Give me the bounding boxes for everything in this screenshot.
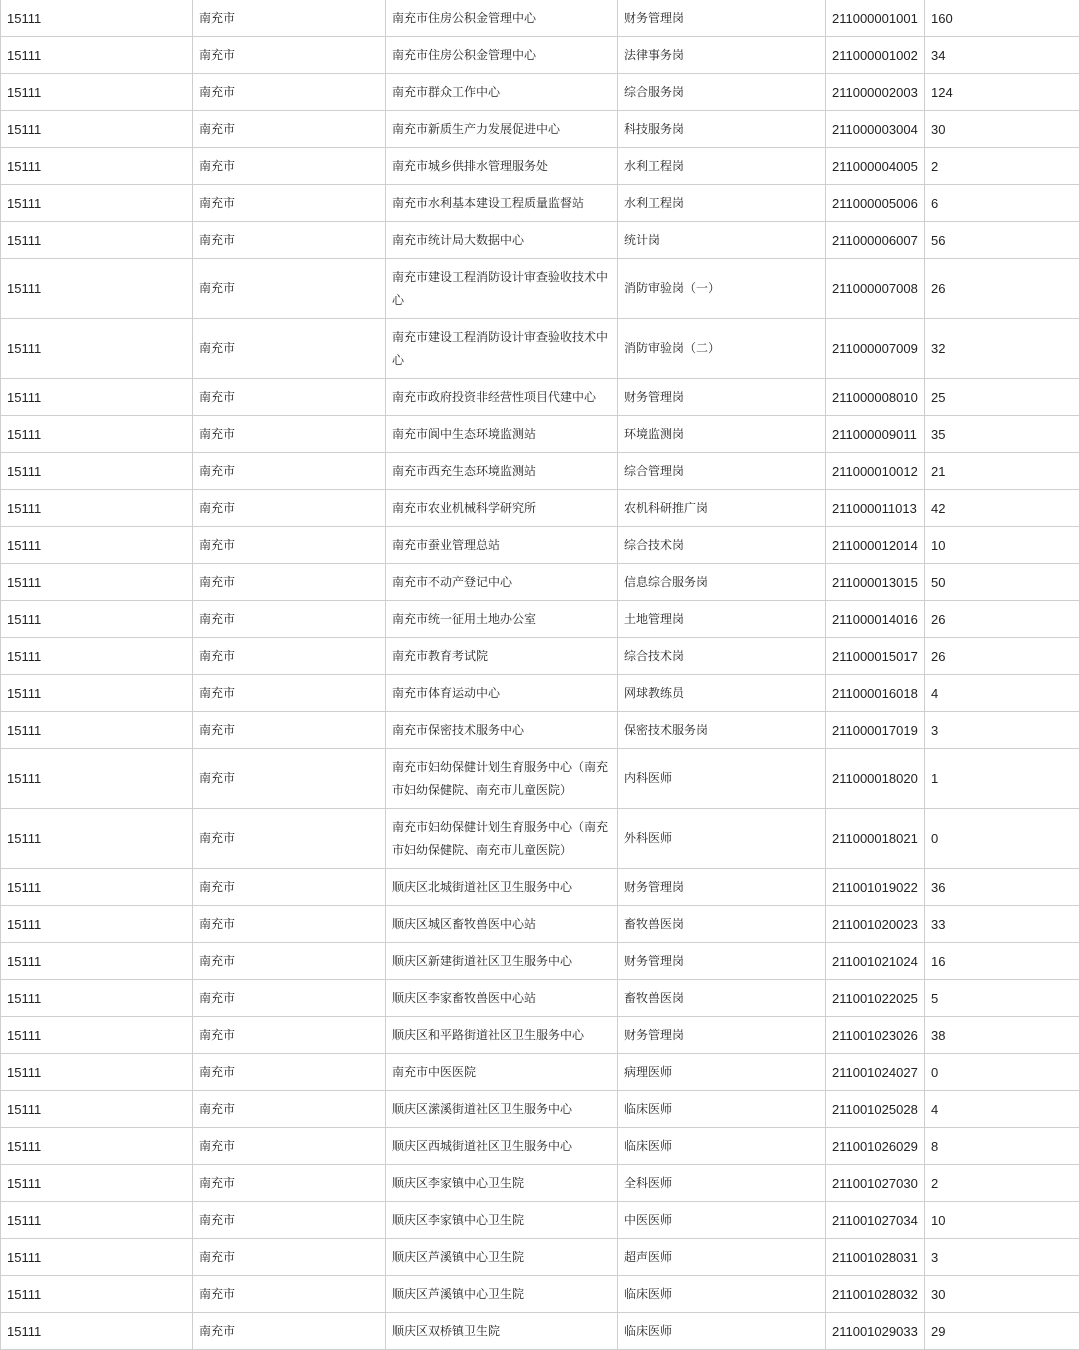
position-name-cell: 财务管理岗 [618,379,826,416]
city-cell: 南充市 [193,259,386,319]
position-code-cell: 211000015017 [826,638,925,675]
applicant-count-cell: 30 [925,111,1080,148]
applicant-count-cell: 2 [925,1165,1080,1202]
position-name-cell: 综合技术岗 [618,527,826,564]
applicant-count-cell: 6 [925,185,1080,222]
applicant-count-cell: 3 [925,712,1080,749]
table-row [1,1313,1080,1350]
city-cell: 南充市 [193,319,386,379]
position-name-cell: 科技服务岗 [618,111,826,148]
position-name-cell: 临床医师 [618,1313,826,1350]
position-code-cell: 211001024027 [826,1054,925,1091]
position-code-cell: 211000002003 [826,74,925,111]
unit-name-cell: 顺庆区和平路街道社区卫生服务中心 [386,1017,618,1054]
city-cell: 南充市 [193,148,386,185]
table-row [1,809,1080,869]
position-code-cell: 211001019022 [826,869,925,906]
exam-code-cell: 15111 [1,1202,193,1239]
table-row [1,749,1080,809]
unit-name-cell: 顺庆区芦溪镇中心卫生院 [386,1239,618,1276]
position-code-cell: 211001022025 [826,980,925,1017]
position-name-cell: 财务管理岗 [618,1017,826,1054]
city-cell: 南充市 [193,1202,386,1239]
applicant-count-cell: 29 [925,1313,1080,1350]
applicant-count-cell: 33 [925,906,1080,943]
table-row [1,638,1080,675]
exam-code-cell: 15111 [1,809,193,869]
position-name-cell: 超声医师 [618,1239,826,1276]
position-name-cell: 全科医师 [618,1165,826,1202]
applicant-count-cell: 35 [925,416,1080,453]
city-cell: 南充市 [193,416,386,453]
table-row [1,416,1080,453]
position-name-cell: 保密技术服务岗 [618,712,826,749]
table-row [1,37,1080,74]
position-code-cell: 211001021024 [826,943,925,980]
unit-name-cell: 顺庆区城区畜牧兽医中心站 [386,906,618,943]
table-row [1,259,1080,319]
city-cell: 南充市 [193,490,386,527]
position-name-cell: 水利工程岗 [618,185,826,222]
unit-name-cell: 南充市群众工作中心 [386,74,618,111]
position-code-cell: 211000014016 [826,601,925,638]
position-name-cell: 财务管理岗 [618,943,826,980]
position-code-cell: 211000006007 [826,222,925,259]
exam-code-cell: 15111 [1,416,193,453]
exam-code-cell: 15111 [1,712,193,749]
position-code-cell: 211001025028 [826,1091,925,1128]
city-cell: 南充市 [193,675,386,712]
applicant-count-cell: 16 [925,943,1080,980]
unit-name-cell: 南充市蚕业管理总站 [386,527,618,564]
applicant-count-cell: 32 [925,319,1080,379]
exam-code-cell: 15111 [1,0,193,37]
position-name-cell: 综合服务岗 [618,74,826,111]
applicant-count-cell: 0 [925,809,1080,869]
position-code-cell: 211000018020 [826,749,925,809]
city-cell: 南充市 [193,1091,386,1128]
exam-code-cell: 15111 [1,906,193,943]
position-name-cell: 病理医师 [618,1054,826,1091]
unit-name-cell: 顺庆区西城街道社区卫生服务中心 [386,1128,618,1165]
position-code-cell: 211000008010 [826,379,925,416]
exam-code-cell: 15111 [1,1054,193,1091]
applicant-count-cell: 42 [925,490,1080,527]
table-row [1,490,1080,527]
table-row [1,1276,1080,1313]
exam-code-cell: 15111 [1,379,193,416]
table-row [1,1165,1080,1202]
exam-code-cell: 15111 [1,1239,193,1276]
applicant-count-cell: 25 [925,379,1080,416]
unit-name-cell: 南充市妇幼保健计划生育服务中心（南充市妇幼保健院、南充市儿童医院） [386,809,618,869]
table-row [1,222,1080,259]
position-code-cell: 211000009011 [826,416,925,453]
unit-name-cell: 南充市农业机械科学研究所 [386,490,618,527]
position-name-cell: 综合管理岗 [618,453,826,490]
applicant-count-cell: 3 [925,1239,1080,1276]
applicant-count-cell: 10 [925,1202,1080,1239]
position-code-cell: 211000007008 [826,259,925,319]
position-name-cell: 农机科研推广岗 [618,490,826,527]
city-cell: 南充市 [193,809,386,869]
city-cell: 南充市 [193,185,386,222]
table-row [1,943,1080,980]
applicant-count-cell: 26 [925,638,1080,675]
unit-name-cell: 南充市不动产登记中心 [386,564,618,601]
table-row [1,906,1080,943]
applicant-count-cell: 10 [925,527,1080,564]
applicant-count-cell: 56 [925,222,1080,259]
city-cell: 南充市 [193,749,386,809]
exam-code-cell: 15111 [1,749,193,809]
applicant-count-cell: 8 [925,1128,1080,1165]
unit-name-cell: 南充市建设工程消防设计审查验收技术中心 [386,319,618,379]
applicant-count-cell: 124 [925,74,1080,111]
position-name-cell: 外科医师 [618,809,826,869]
city-cell: 南充市 [193,1239,386,1276]
exam-code-cell: 15111 [1,564,193,601]
unit-name-cell: 南充市新质生产力发展促进中心 [386,111,618,148]
table-row [1,148,1080,185]
position-code-cell: 211000018021 [826,809,925,869]
position-name-cell: 临床医师 [618,1276,826,1313]
unit-name-cell: 顺庆区李家镇中心卫生院 [386,1165,618,1202]
table-row [1,1054,1080,1091]
exam-code-cell: 15111 [1,185,193,222]
exam-code-cell: 15111 [1,74,193,111]
applicant-count-cell: 50 [925,564,1080,601]
exam-code-cell: 15111 [1,980,193,1017]
city-cell: 南充市 [193,906,386,943]
city-cell: 南充市 [193,1313,386,1350]
position-code-cell: 211001029033 [826,1313,925,1350]
city-cell: 南充市 [193,1054,386,1091]
position-code-cell: 211000003004 [826,111,925,148]
position-code-cell: 211000004005 [826,148,925,185]
table-row [1,453,1080,490]
city-cell: 南充市 [193,527,386,564]
exam-code-cell: 15111 [1,869,193,906]
city-cell: 南充市 [193,638,386,675]
table-row [1,1017,1080,1054]
city-cell: 南充市 [193,1276,386,1313]
city-cell: 南充市 [193,1165,386,1202]
applicant-count-cell: 1 [925,749,1080,809]
table-row [1,980,1080,1017]
applicant-count-cell: 34 [925,37,1080,74]
table-row [1,0,1080,37]
city-cell: 南充市 [193,1017,386,1054]
position-code-cell: 211000016018 [826,675,925,712]
exam-code-cell: 15111 [1,638,193,675]
position-name-cell: 水利工程岗 [618,148,826,185]
position-code-cell: 211001026029 [826,1128,925,1165]
position-code-cell: 211000013015 [826,564,925,601]
unit-name-cell: 南充市西充生态环境监测站 [386,453,618,490]
unit-name-cell: 南充市建设工程消防设计审查验收技术中心 [386,259,618,319]
exam-code-cell: 15111 [1,943,193,980]
table-row [1,527,1080,564]
exam-code-cell: 15111 [1,490,193,527]
applicant-count-cell: 4 [925,675,1080,712]
position-code-cell: 211000010012 [826,453,925,490]
unit-name-cell: 南充市统一征用土地办公室 [386,601,618,638]
table-row [1,1091,1080,1128]
city-cell: 南充市 [193,379,386,416]
unit-name-cell: 南充市政府投资非经营性项目代建中心 [386,379,618,416]
position-name-cell: 中医医师 [618,1202,826,1239]
exam-code-cell: 15111 [1,111,193,148]
position-name-cell: 消防审验岗（二） [618,319,826,379]
unit-name-cell: 南充市住房公积金管理中心 [386,0,618,37]
position-code-cell: 211000017019 [826,712,925,749]
city-cell: 南充市 [193,1128,386,1165]
city-cell: 南充市 [193,0,386,37]
position-name-cell: 内科医师 [618,749,826,809]
table-row [1,675,1080,712]
position-name-cell: 消防审验岗（一） [618,259,826,319]
position-code-cell: 211001020023 [826,906,925,943]
table-row [1,185,1080,222]
position-code-cell: 211001027034 [826,1202,925,1239]
position-name-cell: 畜牧兽医岗 [618,980,826,1017]
table-row [1,869,1080,906]
position-code-cell: 211000007009 [826,319,925,379]
unit-name-cell: 南充市中医医院 [386,1054,618,1091]
table-row [1,712,1080,749]
exam-code-cell: 15111 [1,1313,193,1350]
position-code-cell: 211001028031 [826,1239,925,1276]
exam-code-cell: 15111 [1,259,193,319]
city-cell: 南充市 [193,980,386,1017]
city-cell: 南充市 [193,869,386,906]
city-cell: 南充市 [193,712,386,749]
unit-name-cell: 南充市体育运动中心 [386,675,618,712]
city-cell: 南充市 [193,74,386,111]
exam-code-cell: 15111 [1,601,193,638]
position-name-cell: 法律事务岗 [618,37,826,74]
exam-code-cell: 15111 [1,319,193,379]
unit-name-cell: 顺庆区李家镇中心卫生院 [386,1202,618,1239]
applicant-count-cell: 21 [925,453,1080,490]
applicant-count-cell: 26 [925,601,1080,638]
unit-name-cell: 顺庆区双桥镇卫生院 [386,1313,618,1350]
position-code-cell: 211000005006 [826,185,925,222]
position-name-cell: 环境监测岗 [618,416,826,453]
unit-name-cell: 南充市妇幼保健计划生育服务中心（南充市妇幼保健院、南充市儿童医院） [386,749,618,809]
exam-code-cell: 15111 [1,675,193,712]
unit-name-cell: 顺庆区新建街道社区卫生服务中心 [386,943,618,980]
applicant-count-cell: 36 [925,869,1080,906]
position-code-cell: 211000001002 [826,37,925,74]
table-row [1,74,1080,111]
position-name-cell: 综合技术岗 [618,638,826,675]
applicant-count-cell: 5 [925,980,1080,1017]
exam-code-cell: 15111 [1,222,193,259]
position-name-cell: 信息综合服务岗 [618,564,826,601]
city-cell: 南充市 [193,222,386,259]
position-name-cell: 财务管理岗 [618,0,826,37]
applicant-count-cell: 160 [925,0,1080,37]
unit-name-cell: 南充市统计局大数据中心 [386,222,618,259]
applicant-count-cell: 30 [925,1276,1080,1313]
applicant-count-cell: 0 [925,1054,1080,1091]
position-name-cell: 土地管理岗 [618,601,826,638]
table-row [1,319,1080,379]
table-row [1,111,1080,148]
applicant-count-cell: 26 [925,259,1080,319]
position-name-cell: 畜牧兽医岗 [618,906,826,943]
position-code-cell: 211001023026 [826,1017,925,1054]
table-row [1,1128,1080,1165]
position-name-cell: 财务管理岗 [618,869,826,906]
exam-code-cell: 15111 [1,37,193,74]
table-body [1,0,1080,1350]
position-code-cell: 211000001001 [826,0,925,37]
unit-name-cell: 南充市阆中生态环境监测站 [386,416,618,453]
position-name-cell: 临床医师 [618,1128,826,1165]
city-cell: 南充市 [193,37,386,74]
position-name-cell: 网球教练员 [618,675,826,712]
unit-name-cell: 顺庆区北城街道社区卫生服务中心 [386,869,618,906]
exam-code-cell: 15111 [1,1276,193,1313]
exam-code-cell: 15111 [1,1091,193,1128]
city-cell: 南充市 [193,943,386,980]
table-row [1,379,1080,416]
exam-code-cell: 15111 [1,1017,193,1054]
table-row [1,1202,1080,1239]
city-cell: 南充市 [193,564,386,601]
unit-name-cell: 南充市住房公积金管理中心 [386,37,618,74]
unit-name-cell: 南充市教育考试院 [386,638,618,675]
unit-name-cell: 南充市保密技术服务中心 [386,712,618,749]
unit-name-cell: 南充市水利基本建设工程质量监督站 [386,185,618,222]
city-cell: 南充市 [193,601,386,638]
unit-name-cell: 顺庆区潆溪街道社区卫生服务中心 [386,1091,618,1128]
unit-name-cell: 南充市城乡供排水管理服务处 [386,148,618,185]
table-row [1,1239,1080,1276]
unit-name-cell: 顺庆区李家畜牧兽医中心站 [386,980,618,1017]
exam-code-cell: 15111 [1,1165,193,1202]
exam-code-cell: 15111 [1,453,193,490]
unit-name-cell: 顺庆区芦溪镇中心卫生院 [386,1276,618,1313]
exam-code-cell: 15111 [1,527,193,564]
table-row [1,601,1080,638]
city-cell: 南充市 [193,453,386,490]
position-name-cell: 统计岗 [618,222,826,259]
position-name-cell: 临床医师 [618,1091,826,1128]
city-cell: 南充市 [193,111,386,148]
applicant-count-cell: 38 [925,1017,1080,1054]
exam-code-cell: 15111 [1,148,193,185]
position-code-cell: 211000012014 [826,527,925,564]
applicant-count-cell: 2 [925,148,1080,185]
position-code-cell: 211001028032 [826,1276,925,1313]
position-code-cell: 211001027030 [826,1165,925,1202]
table-row [1,564,1080,601]
applicant-count-cell: 4 [925,1091,1080,1128]
exam-code-cell: 15111 [1,1128,193,1165]
position-code-cell: 211000011013 [826,490,925,527]
